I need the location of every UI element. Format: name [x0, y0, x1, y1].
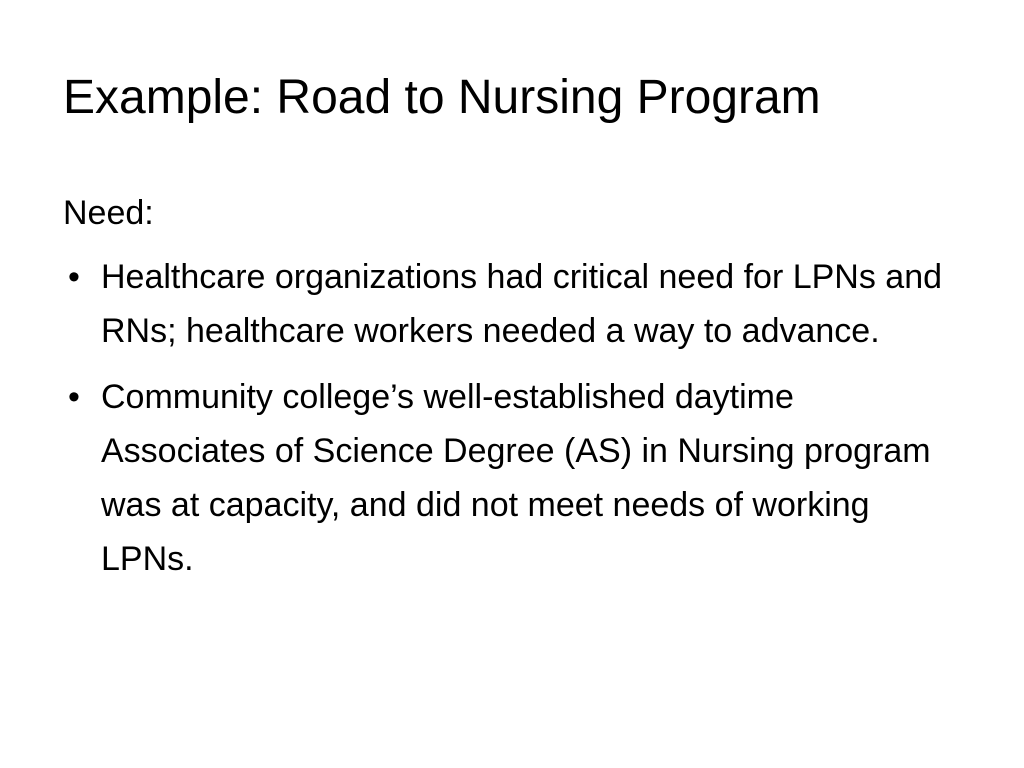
bullet-item-program-capacity — [63, 370, 963, 586]
slide-body — [63, 190, 963, 598]
need-heading: Need: — [63, 194, 154, 232]
bullet-text: Healthcare organizations had critical need for LPNs and RNs; healthcare workers needed a way to advance. — [101, 258, 943, 350]
bullet-icon: • — [68, 258, 80, 296]
bullet-item-healthcare-need — [63, 250, 963, 358]
bullet-list — [63, 250, 963, 586]
slide-title: Example: Road to Nursing Program — [63, 71, 821, 124]
bullet-text: Community college’s well-established daytime Associates of Science Degree (AS) in Nursing program was at capacity, and did not meet needs of working LPNs. — [101, 378, 931, 578]
bullet-icon: • — [68, 378, 80, 416]
